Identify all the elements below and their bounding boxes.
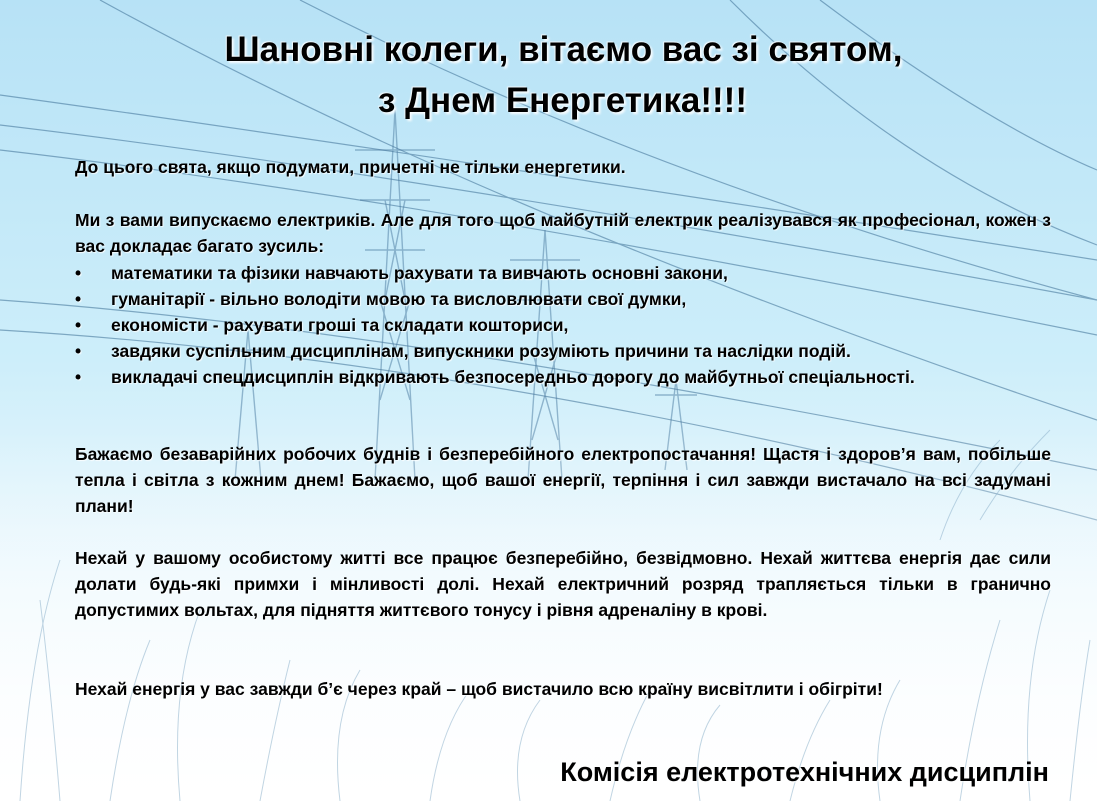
- graduates-paragraph: Ми з вами випускаємо електриків. Але для того щоб майбутній електрик реалізувався як професіонал, кожен з вас докладає багато зусиль:: [75, 210, 1051, 256]
- closing-paragraph: Нехай енергія у вас завжди б’є через край – щоб вистачило всю країну висвітлити і обігріти!: [75, 679, 883, 699]
- bullet-icon: •: [75, 367, 82, 387]
- list-item-text: викладачі спецдисциплін відкривають безпосередньо дорогу до майбутньої спеціальності.: [111, 367, 915, 387]
- list-item: [75, 338, 1051, 364]
- list-item: [75, 286, 1051, 312]
- personal-wishes-paragraph: Нехай у вашому особистому житті все працює безперебійно, безвідмовно. Нехай життєва енергія дає сили долати будь-які примхи і мінливості долі. Нехай електричний розряд трапляється тільки в гранично допустимих вольтах, для підняття життєвого тонусу і рівня адреналіну в крові.: [75, 548, 1051, 620]
- wishes-paragraph: Бажаємо безаварійних робочих буднів і безперебійного електропостачання! Щастя і здоров’я вам, побільше тепла і світла з кожним днем! Бажаємо, щоб вашої енергії, терпіння і сил завжди вистачало на всі задумані плани!: [75, 444, 1051, 516]
- bullet-icon: •: [75, 315, 82, 335]
- contributions-list: [75, 260, 1051, 390]
- list-item-text: гуманітарії - вільно володіти мовою та висловлювати свої думки,: [111, 289, 687, 309]
- bullet-icon: •: [75, 341, 82, 361]
- bullet-icon: •: [75, 263, 82, 283]
- list-item: [75, 312, 1051, 338]
- list-item-text: математики та фізики навчають рахувати та вивчають основні закони,: [111, 263, 728, 283]
- bullet-icon: •: [75, 289, 82, 309]
- list-item-text: економісти - рахувати гроші та складати кошториси,: [111, 315, 569, 335]
- list-item-text: завдяки суспільним дисциплінам, випускники розуміють причини та наслідки подій.: [111, 341, 851, 361]
- list-item: [75, 260, 1051, 286]
- signature: Комісія електротехнічних дисциплін: [560, 757, 1049, 787]
- card-title-line-2: з Днем Енергетика!!!!: [378, 81, 747, 120]
- list-item: [75, 364, 1051, 390]
- card-title-line-1: Шановні колеги, вітаємо вас зі святом,: [224, 30, 903, 69]
- intro-paragraph: До цього свята, якщо подумати, причетні не тільки енергетики.: [75, 157, 626, 177]
